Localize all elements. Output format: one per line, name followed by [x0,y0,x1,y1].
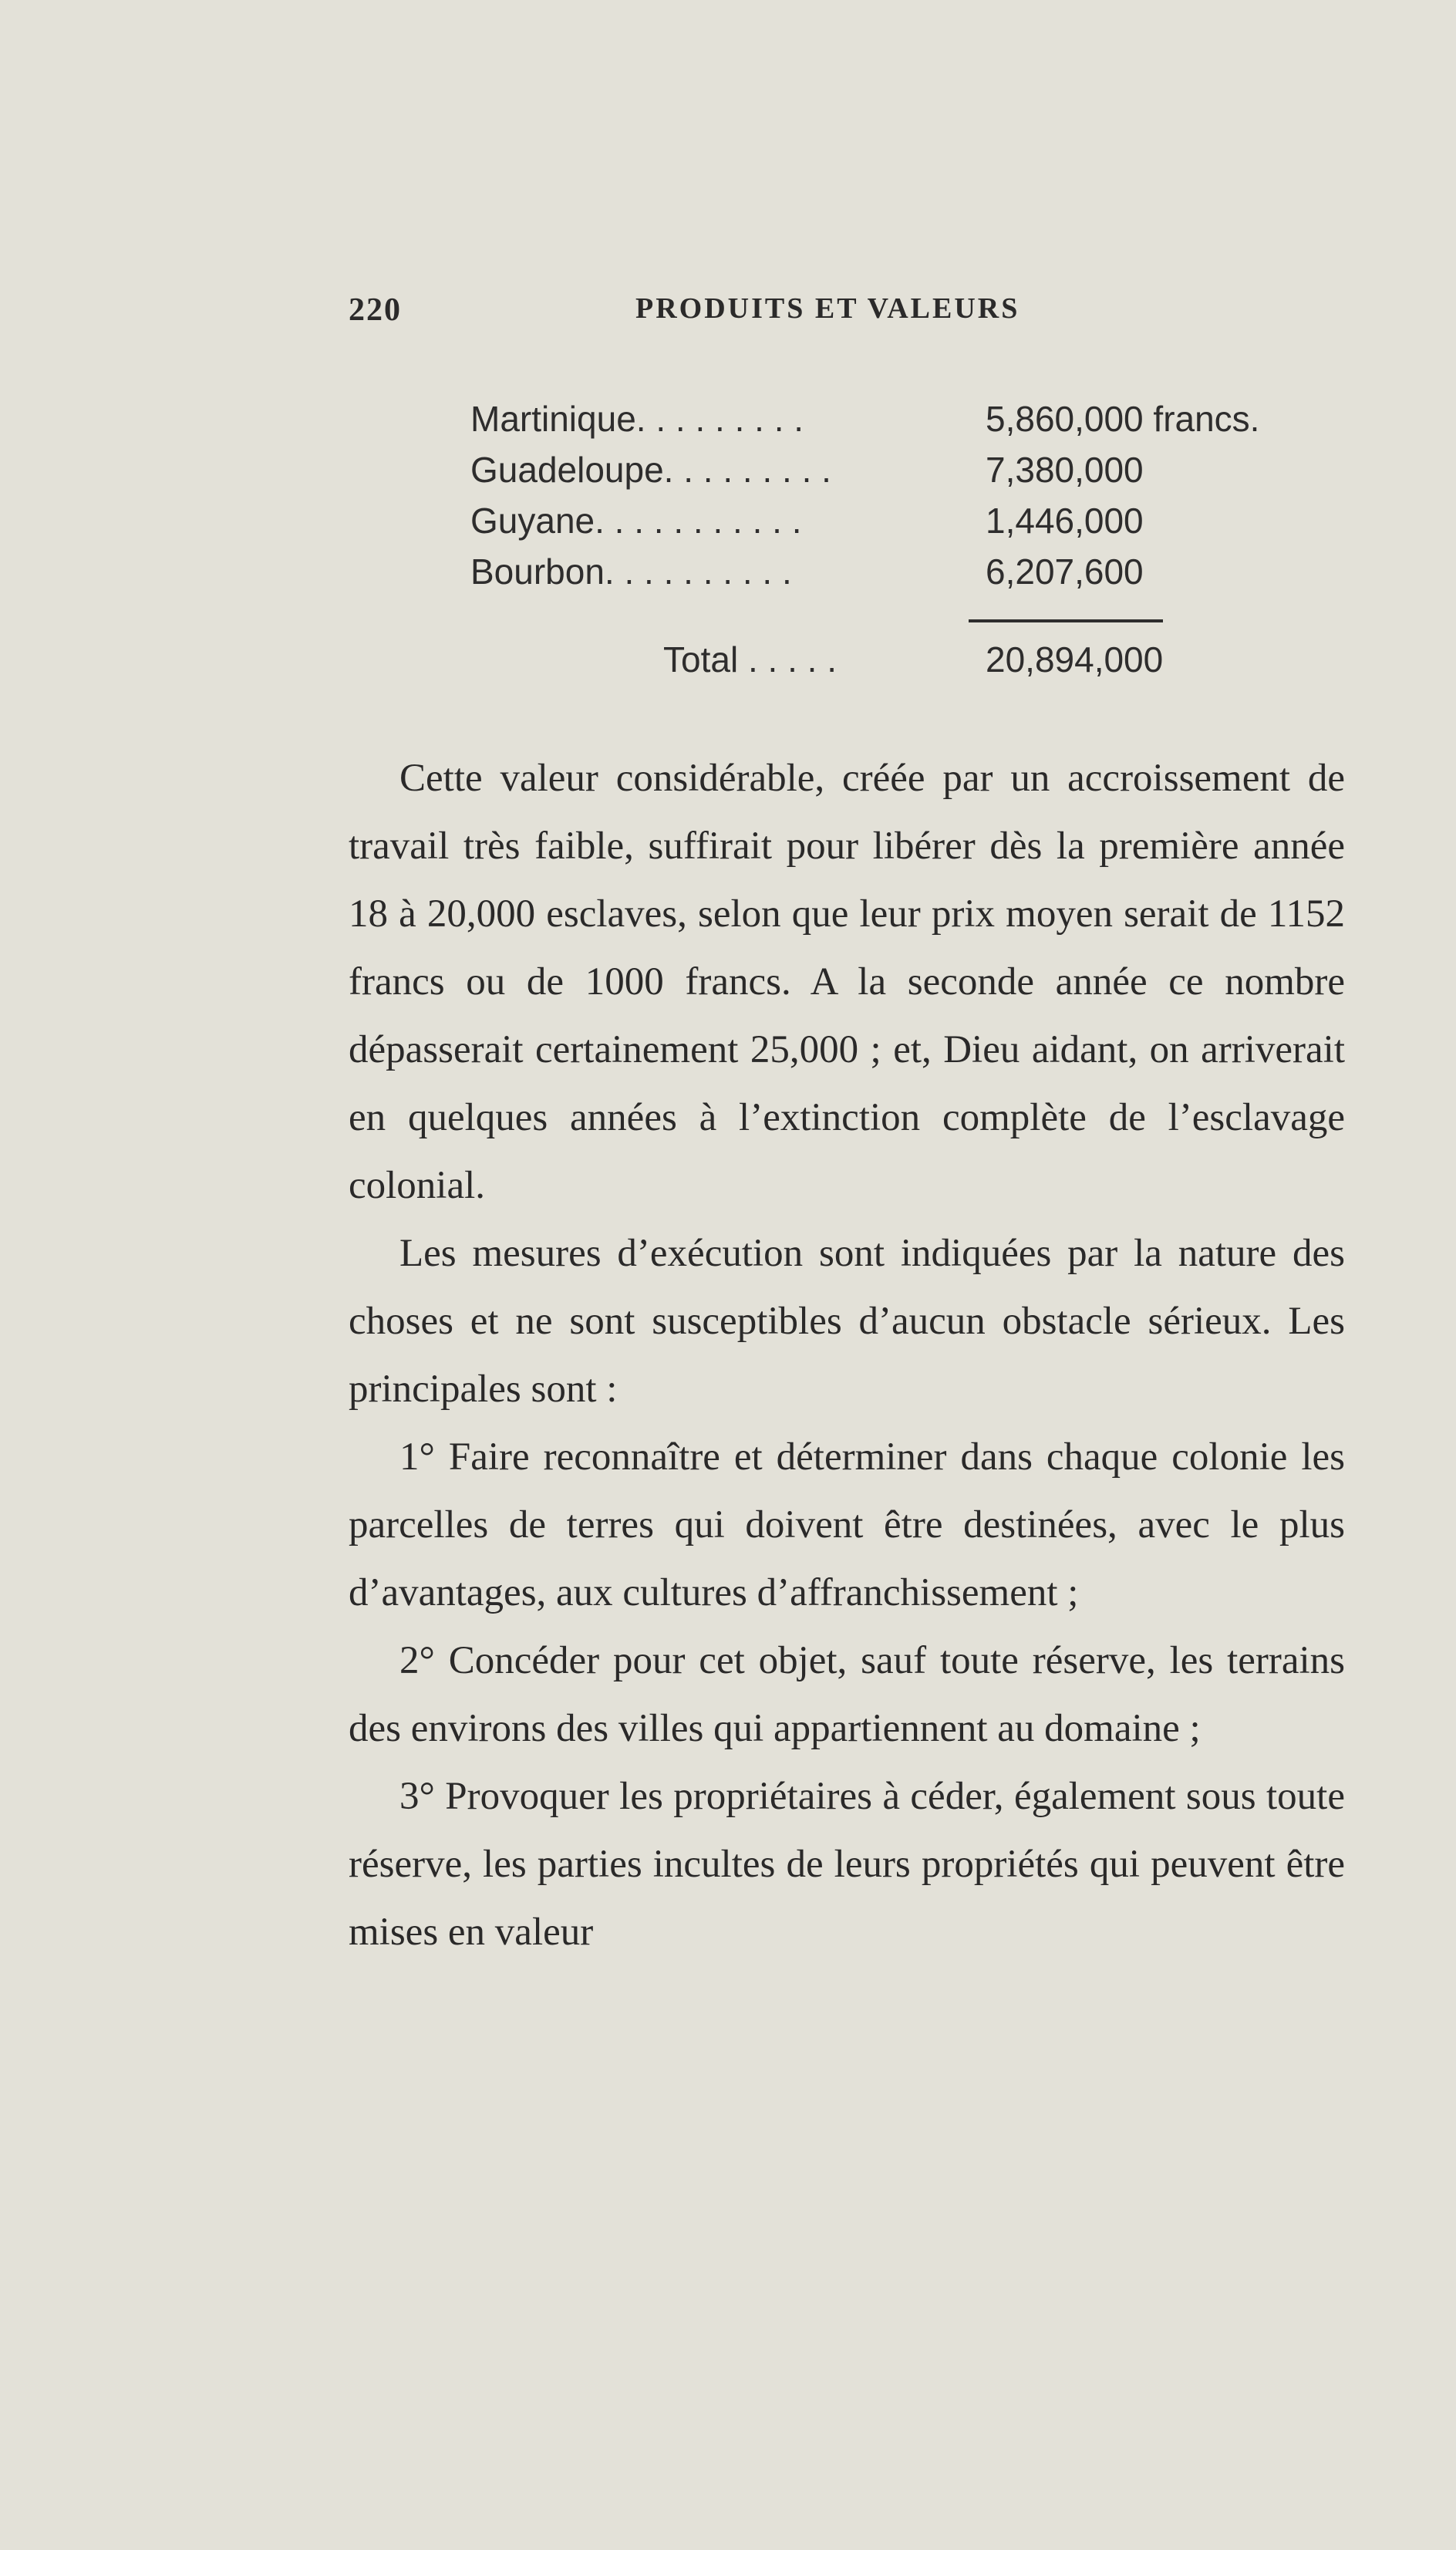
row-value-bourbon: 6,207,600 [986,551,1144,592]
body-text [349,744,1345,1966]
total-label: Total . . . . . [663,639,837,680]
paragraph-valeur: Cette valeur considérable, créée par un accroissement de travail très faible, suffirait pour libérer dès la première année 18 à 20,000 esclaves, selon que leur prix moyen serait de 1152 francs ou de 1000 francs. A la seconde année ce nombre dépasserait certainement 25,000 ; et, Dieu aidant, on arriverait en quelques années à l’extinction complète de l’esclavage colonial. [349,757,1345,1207]
row-label-guyane: Guyane. . . . . . . . . . . [470,501,802,541]
paragraph-mesures: Les mesures d’exécution sont indiquées par la nature des choses et ne sont susceptibles d’aucun obstacle sérieux. Les principales sont : [349,1232,1345,1411]
valuation-table [470,393,1357,597]
running-title: PRODUITS ET VALEURS [635,292,1020,325]
table-row [470,495,1357,546]
table-row [470,444,1357,495]
row-label-guadeloupe: Guadeloupe. . . . . . . . . [470,450,831,490]
row-value-martinique: 5,860,000 francs. [986,399,1260,439]
total-value: 20,894,000 [986,639,1164,680]
paragraph-measure-3: 3° Provoquer les propriétaires à céder, également sous toute réserve, les parties incultes de leurs propriétés qui peuvent être mises en valeur [349,1775,1345,1954]
total-rule [969,619,1163,622]
table-row [470,393,1357,444]
row-label-bourbon: Bourbon. . . . . . . . . . [470,551,792,592]
paragraph-measure-2: 2° Concéder pour cet objet, sauf toute réserve, les terrains des environs des villes qui appartiennent au domaine ; [349,1639,1345,1750]
page-header [349,292,1120,346]
row-value-guyane: 1,446,000 [986,501,1144,541]
row-label-martinique: Martinique. . . . . . . . . [470,399,804,439]
table-row [470,546,1357,597]
total-row [663,632,1203,686]
page-number: 220 [349,292,402,328]
paragraph-measure-1: 1° Faire reconnaître et déterminer dans chaque colonie les parcelles de terres qui doivent être destinées, avec le plus d’avantages, aux cultures d’affranchissement ; [349,1435,1345,1614]
row-value-guadeloupe: 7,380,000 [986,450,1144,490]
